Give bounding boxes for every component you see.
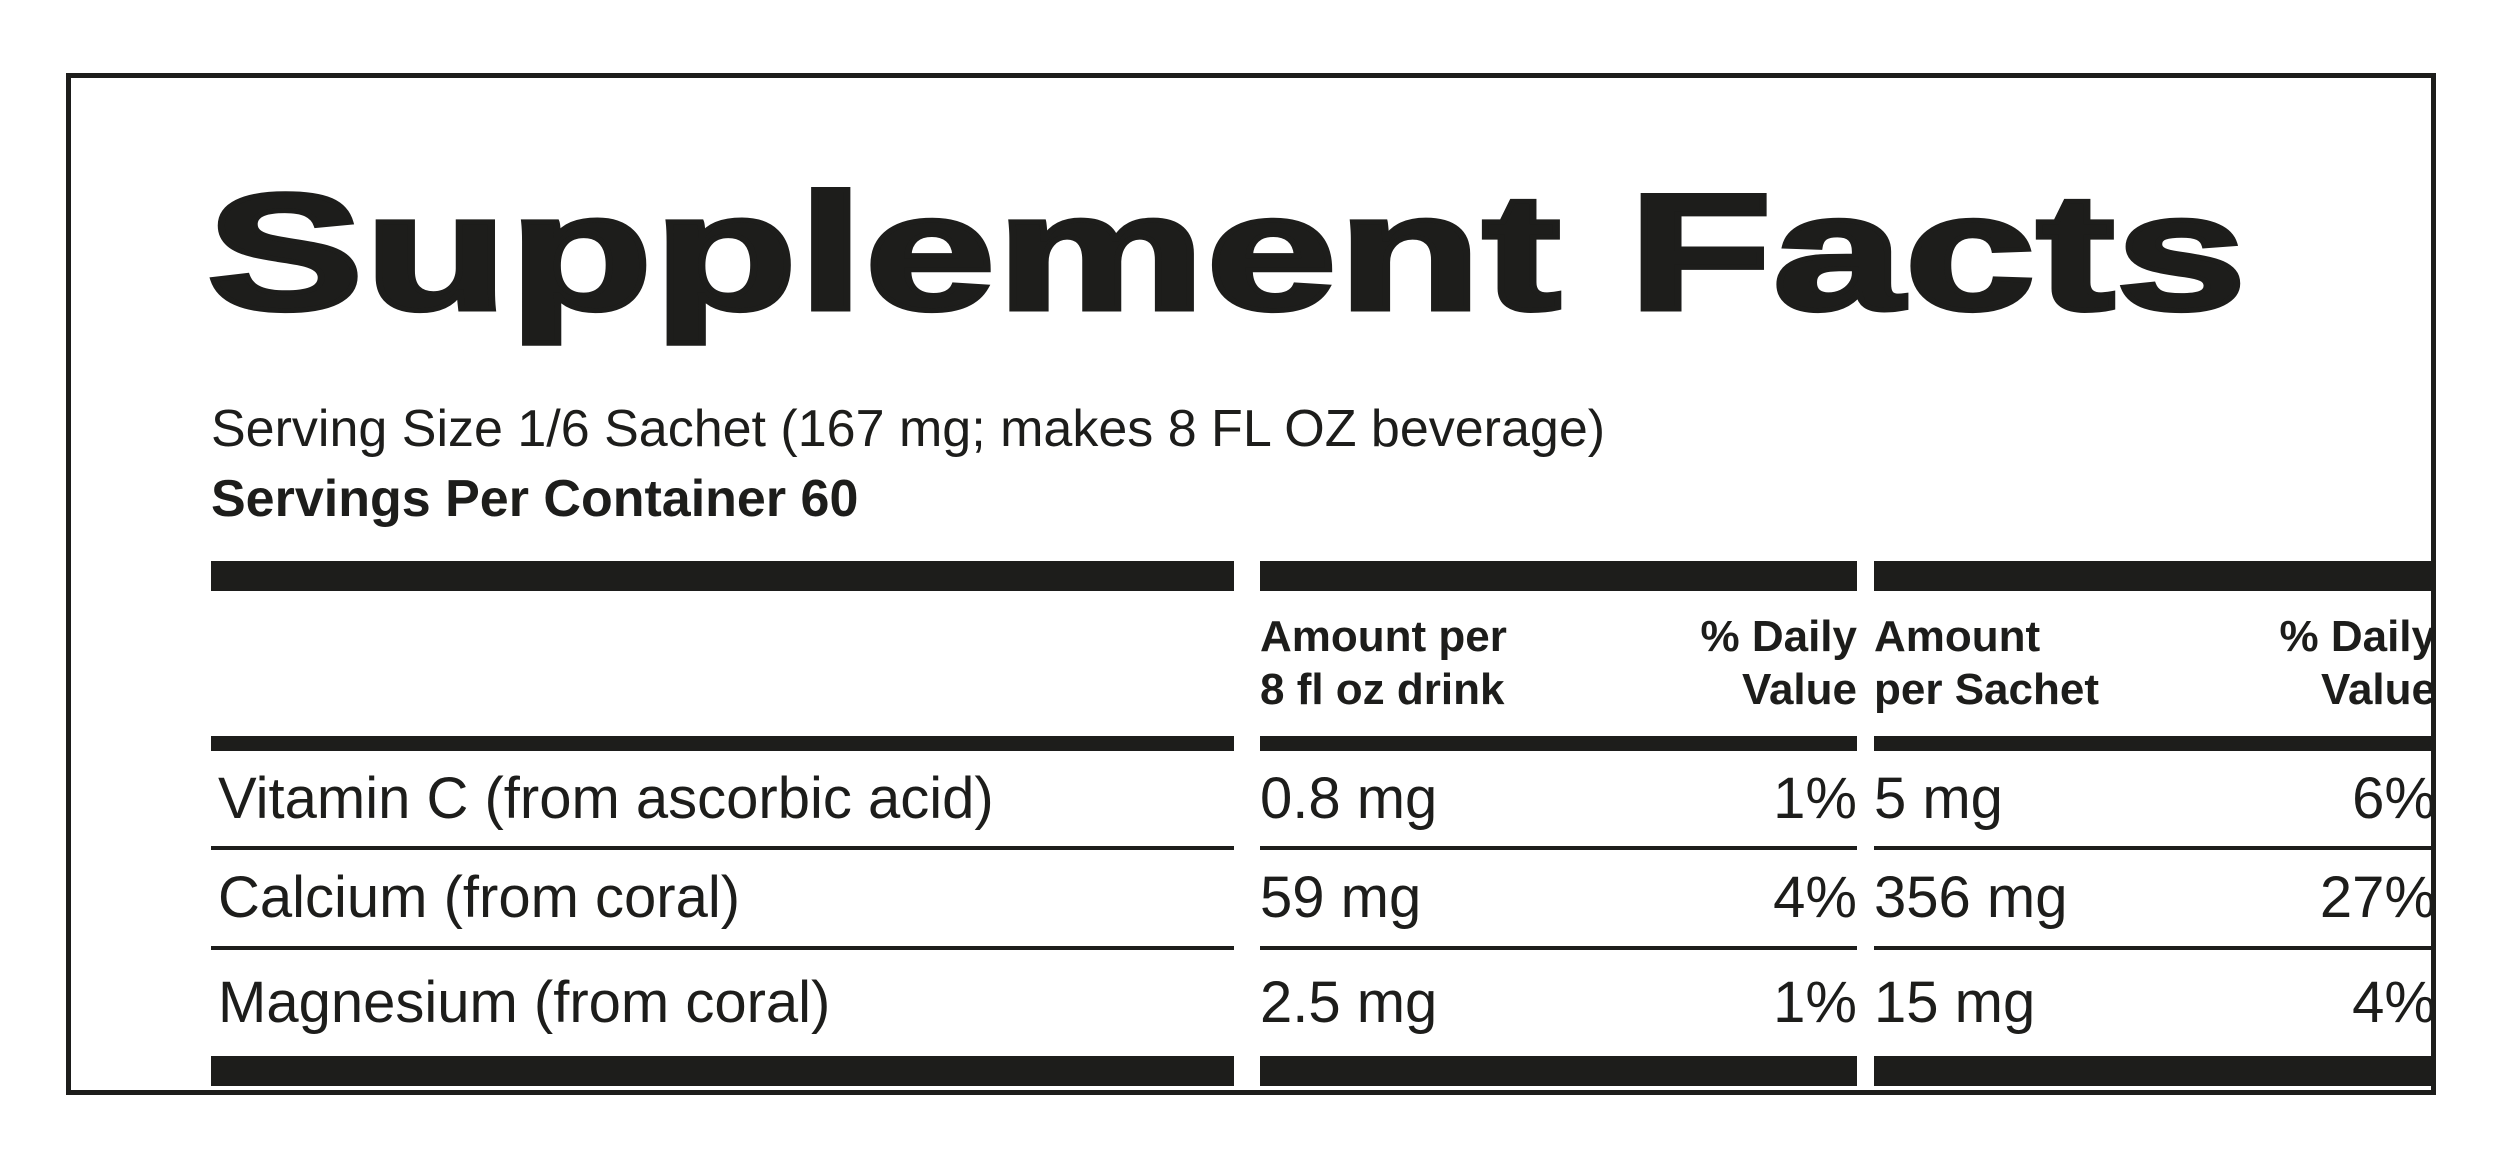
table-row-drink-values xyxy=(1260,950,1857,1056)
table-row-drink-values xyxy=(1260,751,1857,850)
header-daily-value-drink: % Daily Value xyxy=(1700,612,1857,714)
nutrient-name: Vitamin C (from ascorbic acid) xyxy=(211,751,1234,850)
table-row-sachet-values xyxy=(1874,751,2436,850)
servings-per-container-text: Servings Per Container 60 xyxy=(211,470,859,528)
table-row-sachet-values xyxy=(1874,850,2436,950)
bottom-bar-sachet-segment xyxy=(1874,1056,2436,1086)
nutrient-name: Magnesium (from coral) xyxy=(218,970,831,1035)
amount-per-drink-value: 0.8 mg xyxy=(1260,765,1438,831)
header-underline-drink-segment xyxy=(1260,736,1857,751)
header-amount-per-drink: Amount per 8 fl oz drink xyxy=(1260,612,1507,714)
pct-daily-drink-value: 4% xyxy=(1773,865,1857,930)
pct-daily-sachet-value: 4% xyxy=(2352,970,2436,1035)
header-empty-cell xyxy=(211,591,1234,736)
header-underline-sachet-segment xyxy=(1874,736,2436,751)
bottom-bar-drink-segment xyxy=(1260,1056,1857,1086)
table-row-drink-values xyxy=(1260,850,1857,950)
label-title: Supplement Facts xyxy=(207,160,2248,344)
top-bar-sachet-segment xyxy=(1874,561,2436,591)
header-sachet-group xyxy=(1874,591,2436,736)
pct-daily-sachet-value: 27% xyxy=(2319,865,2436,930)
label-border-box xyxy=(66,73,2436,1095)
facts-table xyxy=(211,561,2436,1086)
amount-per-drink-value: 59 mg xyxy=(1260,865,1422,930)
pct-daily-drink-value: 1% xyxy=(1773,970,1857,1035)
bottom-bar-name-segment xyxy=(211,1056,1234,1086)
header-underline-name-segment xyxy=(211,736,1234,751)
amount-per-sachet-value: 5 mg xyxy=(1874,765,2003,831)
header-amount-per-sachet: Amount per Sachet xyxy=(1874,612,2099,714)
nutrient-name: Calcium (from coral) xyxy=(211,850,1234,950)
top-bar-drink-segment xyxy=(1260,561,1857,591)
top-bar-name-segment xyxy=(211,561,1234,591)
amount-per-sachet-value: 15 mg xyxy=(1874,970,2036,1035)
pct-daily-drink-value: 1% xyxy=(1773,765,1857,831)
amount-per-sachet-value: 356 mg xyxy=(1874,865,2068,930)
pct-daily-sachet-value: 6% xyxy=(2352,765,2436,831)
header-daily-value-sachet: % Daily Value xyxy=(2279,612,2436,714)
table-row-sachet-values xyxy=(1874,950,2436,1056)
serving-size-text: Serving Size 1/6 Sachet (167 mg; makes 8 FL OZ beverage) xyxy=(211,400,1606,458)
header-drink-group xyxy=(1260,591,1857,736)
amount-per-drink-value: 2.5 mg xyxy=(1260,970,1438,1035)
